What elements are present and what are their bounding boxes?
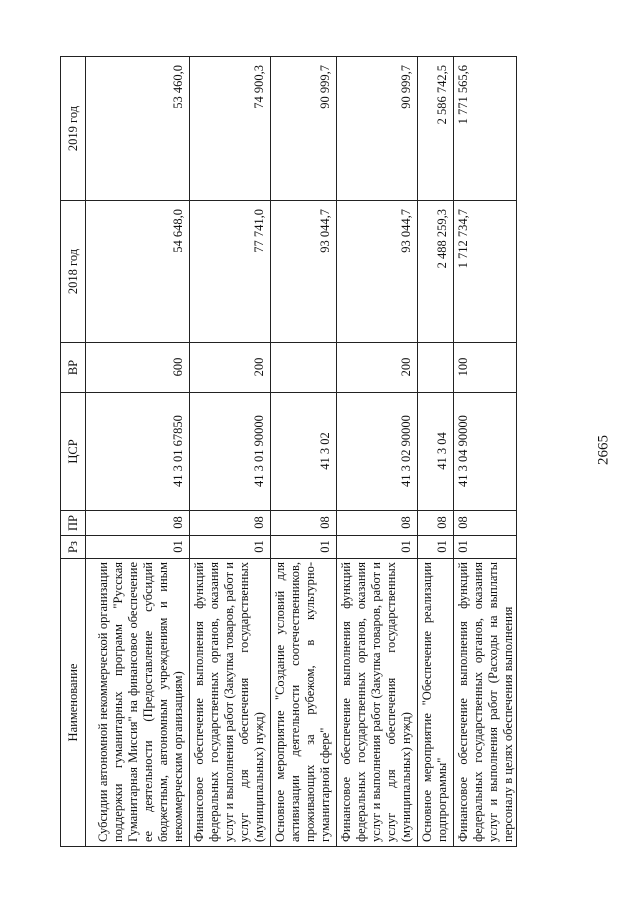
row-pr: 08 bbox=[418, 511, 454, 536]
row-2019: 2 586 742,5 bbox=[418, 57, 454, 201]
row-rz: 01 bbox=[271, 536, 337, 559]
row-2019: 1 771 565,6 bbox=[454, 57, 517, 201]
row-vr: 200 bbox=[337, 343, 418, 393]
row-name: Основное мероприятие "Создание условий для активизации деятельности соотечественников, проживающих за рубежом, в культурно-гуманитарной сфере" bbox=[271, 559, 337, 847]
header-vr: ВР bbox=[61, 343, 86, 393]
row-2019: 74 900,3 bbox=[190, 57, 271, 201]
table-row bbox=[190, 57, 271, 847]
header-row bbox=[61, 57, 86, 847]
row-csr: 41 3 04 90000 bbox=[454, 393, 517, 511]
header-pr: ПР bbox=[61, 511, 86, 536]
table-row bbox=[454, 57, 517, 847]
row-name: Финансовое обеспечение выполнения функций федеральных государственных органов, оказания услуг и выполнения работ (Расходы на выплаты персоналу в целях обеспечения выполнения bbox=[454, 559, 517, 847]
row-rz: 01 bbox=[418, 536, 454, 559]
page-number: 2665 bbox=[595, 435, 612, 465]
row-vr: 200 bbox=[190, 343, 271, 393]
row-vr bbox=[418, 343, 454, 393]
table-row bbox=[271, 57, 337, 847]
row-rz: 01 bbox=[454, 536, 517, 559]
row-name: Субсидии автономной некоммерческой организации поддержки гуманитарных программ "Русская Гуманитарная Миссия" на финансовое обеспечение ее деятельности (Предоставление субсидий бюджетным, автономным учреждениям и иным некоммерческим организациям) bbox=[86, 559, 190, 847]
row-vr bbox=[271, 343, 337, 393]
row-rz: 01 bbox=[337, 536, 418, 559]
row-2018: 54 648,0 bbox=[86, 201, 190, 343]
row-vr: 100 bbox=[454, 343, 517, 393]
row-rz: 01 bbox=[190, 536, 271, 559]
row-2018: 93 044,7 bbox=[271, 201, 337, 343]
header-csr: ЦСР bbox=[61, 393, 86, 511]
header-2018: 2018 год bbox=[61, 201, 86, 343]
row-2018: 2 488 259,3 bbox=[418, 201, 454, 343]
row-2019: 90 999,7 bbox=[271, 57, 337, 201]
row-pr: 08 bbox=[86, 511, 190, 536]
table-row bbox=[86, 57, 190, 847]
row-pr: 08 bbox=[271, 511, 337, 536]
row-2018: 1 712 734,7 bbox=[454, 201, 517, 343]
row-vr: 600 bbox=[86, 343, 190, 393]
row-csr: 41 3 04 bbox=[418, 393, 454, 511]
row-2019: 90 999,7 bbox=[337, 57, 418, 201]
row-pr: 08 bbox=[454, 511, 517, 536]
row-name: Финансовое обеспечение выполнения функций федеральных государственных органов, оказания услуг и выполнения работ (Закупка товаров, работ и услуг для обеспечения государственных (муниципальных) нужд) bbox=[337, 559, 418, 847]
row-pr: 08 bbox=[190, 511, 271, 536]
rotated-table-container bbox=[60, 57, 598, 847]
row-2018: 77 741,0 bbox=[190, 201, 271, 343]
header-2019: 2019 год bbox=[61, 57, 86, 201]
row-csr: 41 3 02 bbox=[271, 393, 337, 511]
row-rz: 01 bbox=[86, 536, 190, 559]
row-name: Финансовое обеспечение выполнения функций федеральных государственных органов, оказания услуг и выполнения работ (Закупка товаров, работ и услуг для обеспечения государственных (муниципальных) нужд) bbox=[190, 559, 271, 847]
header-name: Наименование bbox=[61, 559, 86, 847]
row-csr: 41 3 02 90000 bbox=[337, 393, 418, 511]
row-2019: 53 460,0 bbox=[86, 57, 190, 201]
row-csr: 41 3 01 90000 bbox=[190, 393, 271, 511]
header-rz: Рз bbox=[61, 536, 86, 559]
row-2018: 93 044,7 bbox=[337, 201, 418, 343]
row-csr: 41 3 01 67850 bbox=[86, 393, 190, 511]
table-row bbox=[418, 57, 454, 847]
row-pr: 08 bbox=[337, 511, 418, 536]
table-row bbox=[337, 57, 418, 847]
row-name: Основное мероприятие "Обеспечение реализации подпрограммы" bbox=[418, 559, 454, 847]
budget-table bbox=[60, 56, 517, 847]
